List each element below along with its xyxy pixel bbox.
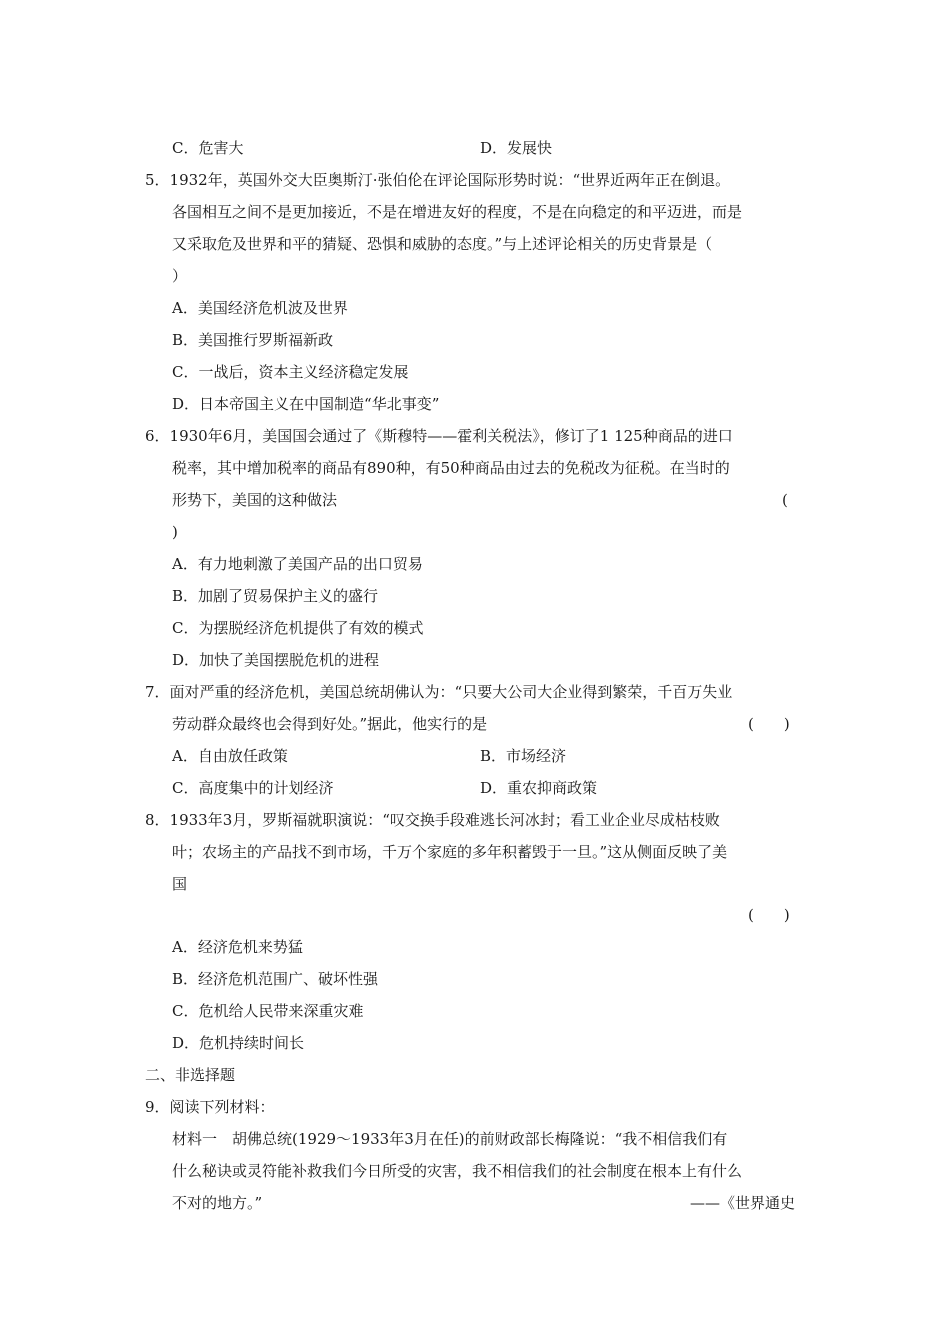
q5-stem-line1: 5．1932年，英国外交大臣奥斯汀·张伯伦在评论国际形势时说：“世界近两年正在倒退。 [145,171,731,189]
q8-option-a: A．经济危机来势猛 [172,938,303,956]
q7-option-c: C．高度集中的计划经济 [172,779,334,797]
q5-option-c: C．一战后，资本主义经济稳定发展 [172,363,409,381]
q5-option-b: B．美国推行罗斯福新政 [172,331,334,349]
section-title-non-choice: 二、非选择题 [145,1066,236,1084]
q6-option-a: A．有力地刺激了美国产品的出口贸易 [172,555,423,573]
q7-option-a: A．自由放任政策 [172,747,288,765]
q6-stem-line4: ) [172,523,178,541]
q7-option-b: B．市场经济 [480,747,567,765]
q9-material1-line1: 材料一 胡佛总统(1929～1933年3月在任)的前财政部长梅隆说：“我不相信我们有 [172,1130,728,1148]
q9-material1-line2: 什么秘诀或灵符能补救我们今日所受的灾害，我不相信我们的社会制度在根本上有什么 [172,1162,743,1180]
q7-stem-line2: 劳动群众最终也会得到好处。”据此，他实行的是 [172,715,488,733]
q6-stem-line2: 税率，其中增加税率的商品有890种，有50种商品由过去的免税改为征税。在当时的 [172,459,730,477]
q9-material1-source: ——《世界通史 [690,1194,796,1212]
q8-option-d: D．危机持续时间长 [172,1034,305,1052]
q6-stem-line1: 6．1930年6月，美国国会通过了《斯穆特——霍利关税法》，修订了1 125种商品的进口 [145,427,733,445]
q8-stem-line1: 8．1933年3月，罗斯福就职演说：“叹交换手段难逃长河冰封；看工业企业尽成枯枝败 [145,811,720,829]
q5-option-d: D．日本帝国主义在中国制造“华北事变” [172,395,440,413]
q8-stem-line2: 叶；农场主的产品找不到市场，千万个家庭的多年积蓄毁于一旦。”这从侧面反映了美 [172,843,728,861]
q6-option-d: D．加快了美国摆脱危机的进程 [172,651,380,669]
q6-answer-paren-open: ( [782,491,788,509]
q9-material1-line3: 不对的地方。” [172,1194,263,1212]
q7-option-d: D．重农抑商政策 [480,779,598,797]
q8-stem-line3: 国 [172,875,188,893]
q7-answer-paren: ( ) [748,715,790,733]
q8-option-b: B．经济危机范围广、破坏性强 [172,970,379,988]
q5-option-a: A．美国经济危机波及世界 [172,299,348,317]
q8-option-c: C．危机给人民带来深重灾难 [172,1002,364,1020]
q9-stem: 9．阅读下列材料： [145,1098,275,1116]
q6-option-b: B．加剧了贸易保护主义的盛行 [172,587,379,605]
q5-stem-line4: ） [172,267,188,285]
q4-option-c: C．危害大 [172,139,244,157]
q6-option-c: C．为摆脱经济危机提供了有效的模式 [172,619,424,637]
q8-answer-paren: ( ) [748,906,790,924]
q5-stem-line3: 又采取危及世界和平的猜疑、恐惧和威胁的态度。”与上述评论相关的历史背景是（ [172,235,713,253]
q5-stem-line2: 各国相互之间不是更加接近，不是在增进友好的程度，不是在向稳定的和平迈进，而是 [172,203,743,221]
q6-stem-line3: 形势下，美国的这种做法 [172,491,338,509]
q7-stem-line1: 7．面对严重的经济危机，美国总统胡佛认为：“只要大公司大企业得到繁荣，千百万失业 [145,683,733,701]
q4-option-d: D．发展快 [480,139,553,157]
